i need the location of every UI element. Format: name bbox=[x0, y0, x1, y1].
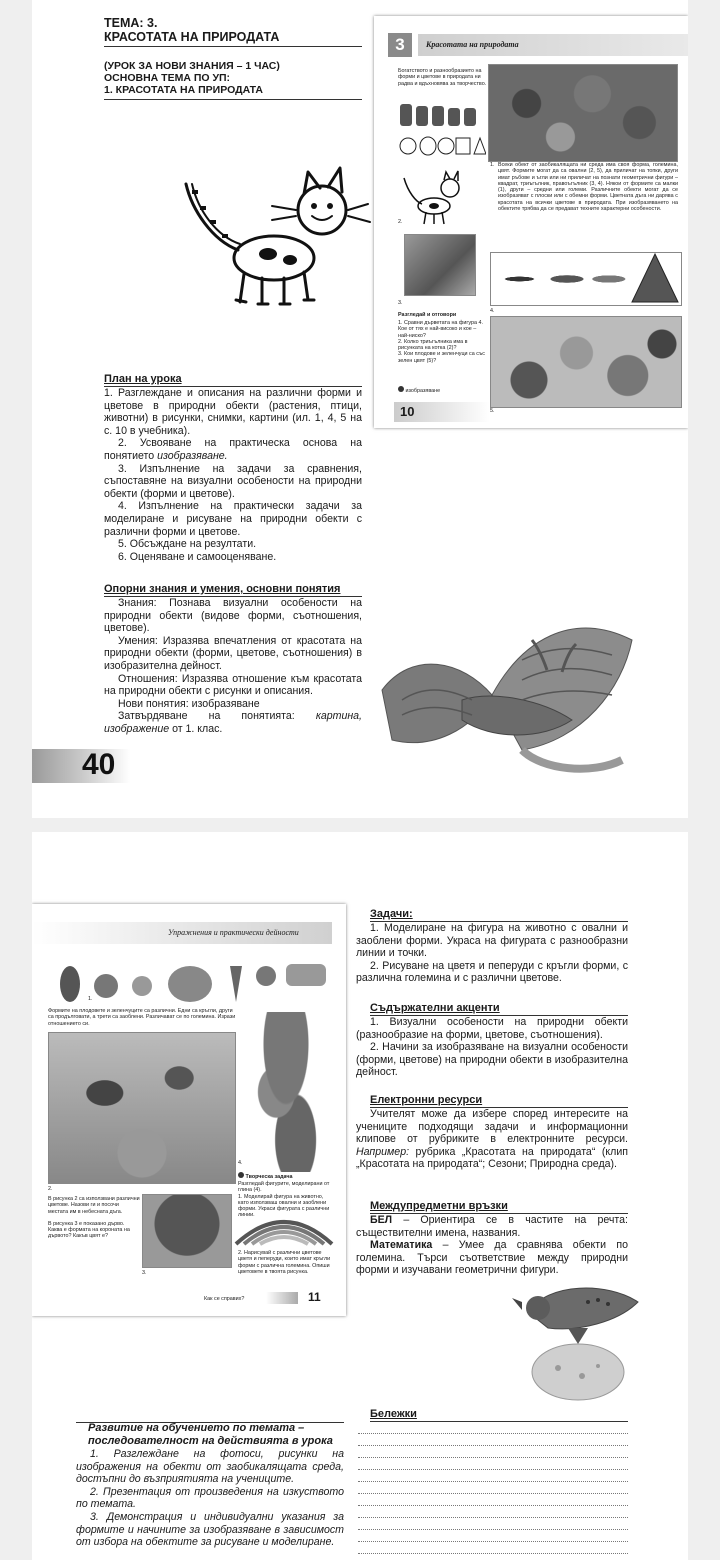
task-icon bbox=[238, 1172, 244, 1178]
reinforce-label: Затвърдяване на понятията: bbox=[118, 710, 316, 723]
subject-bel: БЕЛ bbox=[370, 1214, 393, 1226]
plan-list bbox=[104, 387, 362, 563]
accents-list bbox=[356, 1016, 628, 1079]
crosscurricular-list bbox=[356, 1214, 628, 1277]
textbook-text: Всеки обект от заобикалящата ни среда има своя форма, големина, цвят. Формите могат да са овални (2, 5), да приличат на топки, други имат ръбове и ъгли или ни приличат на познати геометрични фигури – квадрат, триъгълник, правоъгълник (3, 4). Някои от формите са малки (1), други – средни или големи. Различните обекти могат да се изобразяват с плоски или с обемни форми. Цветната дъга ни дарява с красотата на всички цветове в природата. При изобразяването на обектите трябва да се предават техните характерни особености. bbox=[498, 162, 678, 213]
term-label: изобразяване bbox=[405, 388, 441, 394]
subject-math-text: – Умее да сравнява обекти по големина. Търси съответствие между природни форми и изучавани геометрични фигури. bbox=[356, 1239, 628, 1277]
caption-fruits: Формите на плодовете и зеленчуците са различни. Едни са кръгли, други са продълговати, а трети са заоблени. Различават се по големина. Изрази отношението си. bbox=[48, 1008, 236, 1027]
shapes-icon bbox=[398, 104, 486, 158]
notes-line bbox=[358, 1458, 628, 1470]
accent-item: 1. Визуални особености на природни обекти (разнообразие на форми, цветове, съотношения). bbox=[356, 1016, 628, 1041]
fig-label: 2. bbox=[48, 1186, 53, 1192]
fruits-photo bbox=[490, 316, 682, 408]
clay-figures-image bbox=[238, 1012, 334, 1172]
notes-line bbox=[358, 1434, 628, 1446]
divider bbox=[104, 46, 362, 47]
self-assessment-bars bbox=[266, 1292, 298, 1304]
plan-item: 6. Оценяване и самооценяване. bbox=[118, 550, 277, 563]
textbook-intro: Богатството и разнообразието на форми и цветове в природата ни радва и вдъхновява за творчество. bbox=[398, 68, 487, 87]
reinforce-suffix: от 1. клас. bbox=[169, 722, 223, 735]
page-number: 40 bbox=[82, 748, 116, 781]
caption-colors: В рисунка 2 са използвани различни цветове. Назови ги и посочи местата им в небесната дъга. bbox=[48, 1196, 140, 1215]
textbook-page-number: 10 bbox=[400, 404, 415, 419]
skills-item: Умения: Изразява впечатления от красотата на природни обекти (форми, цветове, съотношения) в изобразителна дейност. bbox=[104, 634, 362, 672]
fig-label: 2. bbox=[398, 219, 403, 225]
caption-tree: В рисунка 3 е показано дърво. Каква е формата на короната на дървото? Какъв цвят е? bbox=[48, 1220, 130, 1240]
development-item: 2. Презентация от произведения на изкуството по темата. bbox=[76, 1485, 344, 1511]
tree-drawing-image bbox=[404, 234, 476, 296]
skills-list bbox=[104, 597, 362, 736]
small-cat-image bbox=[398, 166, 468, 226]
fig-label: 1. bbox=[88, 996, 93, 1002]
skills-item: Знания: Познава визуални особености на природни обекти (видове форми, съотношения, цветове). bbox=[104, 597, 362, 635]
task-heading bbox=[238, 1172, 334, 1180]
chapter-number: 3 bbox=[388, 33, 412, 57]
notes-line bbox=[358, 1482, 628, 1494]
question: 2. Колко триъгълника има в рисунката на котка (2)? bbox=[398, 338, 468, 352]
captions-left bbox=[48, 1196, 140, 1240]
plan-item: 5. Обсъждане на резултати. bbox=[118, 538, 257, 551]
tasks-heading: Задачи: bbox=[370, 908, 413, 920]
notes-line bbox=[358, 1518, 628, 1530]
notes-line bbox=[358, 1554, 628, 1560]
fig-label: 3. bbox=[142, 1270, 147, 1276]
task-item: 1. Моделирай фигура на животно, като използваш овални и заоблени форми. Украси фигурата с различни линии. bbox=[238, 1193, 330, 1219]
eresources-body: Учителят може да избере според интересите на учениците подходящи задачи и информационни клипове от рубриките в електронните ресурси. bbox=[356, 1108, 628, 1146]
lesson-type: (УРОК ЗА НОВИ ЗНАНИЯ – 1 ЧАС) bbox=[104, 60, 280, 72]
term-icon bbox=[398, 386, 404, 392]
task-item: 2. Нарисувай с различни цветове цветя и пеперуди, които имат кръгли форми с различна големина. Опиши цветовете в твоята рисунка. bbox=[238, 1250, 331, 1275]
topic-number: ТЕМА: 3. bbox=[104, 16, 158, 30]
notes-heading: Бележки bbox=[370, 1408, 417, 1420]
clay-bird-image bbox=[508, 1272, 648, 1402]
topic-title bbox=[104, 16, 362, 44]
look-questions bbox=[398, 320, 486, 364]
rainbow-image bbox=[232, 1206, 336, 1246]
task-item: 1. Моделиране на фигура на животно с овални и заоблени форми. Украса на фигурата с разнообразни линии и точки. bbox=[356, 922, 628, 960]
plan-item: 3. Изпълнение на задачи за сравнения, съпоставяне на визуални особености на природни обекти (форми и цветове). bbox=[104, 462, 362, 500]
look-heading: Разгледай и отговори bbox=[398, 312, 457, 318]
task-intro: Разгледай фигурите, моделирани от глина (4). bbox=[238, 1181, 330, 1194]
skills-item bbox=[104, 710, 362, 735]
question: 1. Сравни дърветата на фигура 4. Кое от тях е най-високо и кое – най-ниско? bbox=[398, 320, 483, 339]
divider bbox=[76, 1422, 344, 1423]
task-heading-text: Творческа задача bbox=[245, 1174, 293, 1180]
divider bbox=[104, 99, 362, 100]
tasks-list bbox=[356, 922, 628, 985]
self-assessment-label: Как се справих? bbox=[204, 1296, 245, 1302]
textbook-page-11-image bbox=[32, 904, 346, 1316]
plan-item-text: 2. Усвояване на практическа основа на понятието bbox=[104, 437, 362, 462]
accents-heading: Съдържателни акценти bbox=[370, 1002, 500, 1014]
crosscurricular-heading: Междупредметни връзки bbox=[370, 1200, 508, 1212]
footer-term bbox=[398, 386, 486, 394]
fig-label: 4. bbox=[238, 1160, 243, 1166]
textbook-page-10-image bbox=[374, 16, 688, 428]
fig-label: 5. bbox=[490, 408, 495, 414]
eresources-example-label: Например: bbox=[356, 1145, 410, 1158]
birds-painting-image bbox=[48, 1032, 236, 1184]
fig-label: 3. bbox=[398, 300, 403, 306]
plan-heading: План на урока bbox=[104, 373, 182, 385]
skills-heading: Опорни знания и умения, основни понятия bbox=[104, 583, 341, 595]
skills-item: Нови понятия: изобразяване bbox=[118, 697, 260, 710]
development-heading-line: Развитие на обучението по темата – bbox=[88, 1422, 305, 1434]
manual-page-40 bbox=[32, 0, 688, 818]
triangle-tree-icon bbox=[630, 252, 680, 304]
topic-name: КРАСОТАТА НА ПРИРОДАТА bbox=[104, 30, 280, 44]
notes-line bbox=[358, 1530, 628, 1542]
clay-butterfly-image bbox=[372, 600, 642, 780]
notes-line bbox=[358, 1542, 628, 1554]
development-list bbox=[76, 1448, 344, 1549]
textbook-header: Красотата на природата bbox=[418, 34, 688, 56]
plan-item-term: изобразяване. bbox=[157, 449, 228, 462]
development-heading bbox=[88, 1422, 362, 1447]
task-item: 2. Рисуване на цветя и пеперуди с кръгли форми, с различна големина и с различни цветове. bbox=[356, 959, 628, 985]
main-theme-label: ОСНОВНА ТЕМА ПО УП: bbox=[104, 72, 231, 84]
main-theme: 1. КРАСОТАТА НА ПРИРОДАТА bbox=[104, 84, 263, 96]
accent-item: 2. Начини за изобразяване на визуални особености (форми, цветове) на природни обекти в изобразителна дейност. bbox=[356, 1041, 628, 1079]
notes-lines bbox=[358, 1422, 628, 1560]
plan-item: 4. Изпълнение на практически задачи за моделиране и рисуване на природни обекти с различни форми и цветове. bbox=[104, 500, 362, 538]
textbook-page-number: 11 bbox=[308, 1290, 321, 1304]
eresources-text bbox=[356, 1108, 628, 1171]
plan-item bbox=[104, 437, 362, 462]
tree-photo bbox=[142, 1194, 232, 1268]
reinforce-terms: картина, изображение bbox=[104, 710, 362, 735]
notes-line bbox=[358, 1494, 628, 1506]
notes-line bbox=[358, 1506, 628, 1518]
question: 3. Кои плодове и зеленчуци са със зелен цвят (5)? bbox=[398, 351, 485, 364]
cat-drawing-image bbox=[172, 150, 372, 310]
subject-math: Математика bbox=[370, 1239, 433, 1252]
eresources-example: рубрика „Красотата на природата“ (клип „Красотата на природата“; Сезони; Природна среда). bbox=[356, 1145, 628, 1171]
subject-bel-text: – Ориентира се в частите на речта: съществителни имена, названия. bbox=[356, 1214, 628, 1239]
plan-item: 1. Разглеждане и описания на различни форми и цветове в природни обекти (растения, птици, животни) в рисунки, снимки, картини (ил. 1, 4, 5 на с. 10 в учебника). bbox=[104, 387, 362, 437]
lesson-subtitle bbox=[104, 60, 364, 96]
development-item: 3. Демонстрация и индивидуални указания за формите и начините за изобразяване в зависимост от избора на обектите за рисуване и моделиране. bbox=[76, 1510, 344, 1549]
notes-line bbox=[358, 1446, 628, 1458]
flowers-photo bbox=[488, 64, 678, 162]
skills-item: Отношения: Изразява отношение към красотата на природни обекти с рисунки и описания. bbox=[104, 672, 362, 698]
fig-label: 4. bbox=[490, 308, 495, 314]
eresources-heading: Електронни ресурси bbox=[370, 1094, 483, 1106]
textbook-header: Упражнения и практически дейности bbox=[168, 928, 299, 937]
manual-page-41 bbox=[32, 832, 688, 1560]
notes-line bbox=[358, 1422, 628, 1434]
notes-line bbox=[358, 1470, 628, 1482]
fig-label: 1. bbox=[490, 162, 495, 168]
development-heading-line: последователност на действията в урока bbox=[88, 1434, 333, 1447]
development-item: 1. Разглеждане на фотоси, рисунки на изображения на обекти от заобикалящата среда, достъпни до възприятията на учениците. bbox=[76, 1448, 344, 1486]
